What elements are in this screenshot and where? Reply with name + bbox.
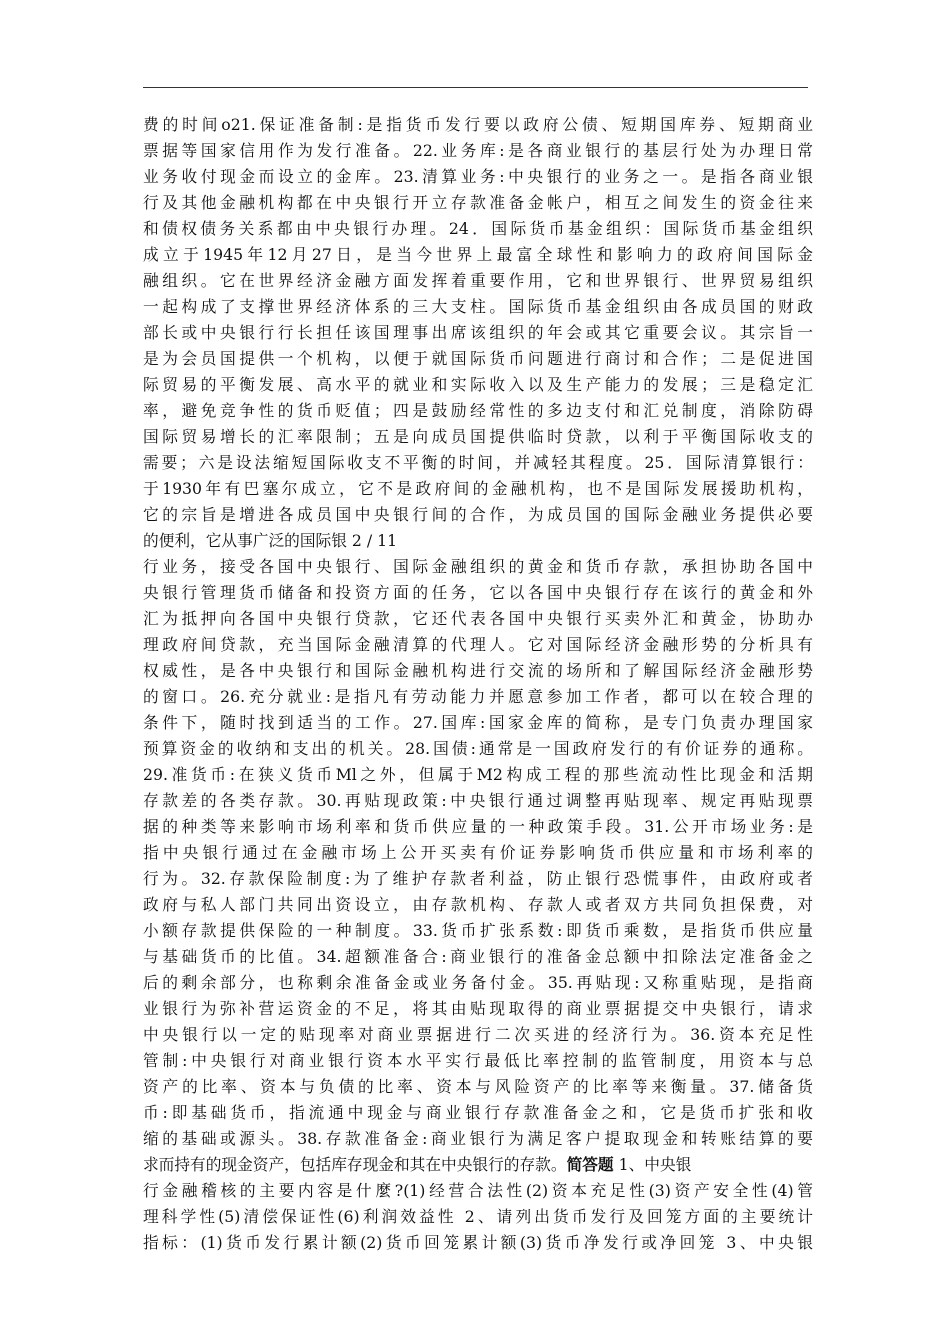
text-line: 缩的基础或源头。38.存款准备金:商业银行为满足客户提取现金和转账结算的要 — [143, 1129, 813, 1148]
text-line: 业务收付现金而设立的金库。23.清算业务:中央银行的业务之一。是指各商业银 — [143, 167, 813, 186]
text-line: 部长或中央银行行长担任该国理事出席该组织的年会或其它重要会议。其宗旨一 — [143, 323, 813, 342]
text-line: 业银行为弥补营运资金的不足，将其由贴现取得的商业票据提交中央银行，请求 — [143, 999, 813, 1018]
text-line: 的窗口。26.充分就业:是指凡有劳动能力并愿意参加工作者，都可以在较合理的 — [143, 687, 813, 706]
text-line: 际贸易的平衡发展、高水平的就业和实际收入以及生产能力的发展；三是稳定汇 — [143, 375, 813, 394]
text-line: 和债权债务关系都由中央银行办理。24．国际货币基金组织：国际货币基金组织 — [143, 219, 813, 238]
text-line: 中央银行以一定的贴现率对商业票据进行二次买进的经济行为。36.资本充足性 — [143, 1025, 813, 1044]
text-line: 行及其他金融机构都在中央银行开立存款准备金帐户，相互之间发生的资金往来 — [143, 193, 813, 212]
text-line: 指标：(1)货币发行累计额(2)货币回笼累计额(3)货币净发行或净回笼 3、中央银 — [143, 1233, 813, 1252]
text-line: 政府与私人部门共同出资设立，由存款机构、存款人或者双方共同负担保费，对 — [143, 895, 813, 914]
section-heading: 简答题 — [566, 1155, 614, 1174]
text-line: 存款差的各类存款。30.再贴现政策:中央银行通过调整再贴现率、规定再贴现票 — [143, 791, 813, 810]
text-line: 费的时间o21.保证准备制:是指货币发行要以政府公债、短期国库券、短期商业 — [143, 115, 813, 134]
text-line: 票据等国家信用作为发行准备。22.业务库:是各商业银行的基层行处为办理日常 — [143, 141, 813, 160]
text-segment: 求而持有的现金资产，包括库存现金和其在中央银行的存款。 — [143, 1155, 567, 1174]
document-body — [143, 112, 813, 1256]
text-line: 央银行管理货币储备和投资方面的任务，它以各国中央银行存在该行的黄金和外 — [143, 583, 813, 602]
text-line: 是为会员国提供一个机构，以便于就国际货币问题进行商讨和合作；二是促进国 — [143, 349, 813, 368]
text-line-page-number: 的便利，它从事广泛的国际银 2 / 11 — [143, 531, 398, 550]
text-line: 融组织。它在世界经济金融方面发挥着重要作用，它和世界银行、世界贸易组织 — [143, 271, 813, 290]
text-line: 它的宗旨是增进各成员国中央银行间的合作，为成员国的国际金融业务提供必要 — [143, 505, 813, 524]
text-line: 29.准货币:在狭义货币Ml之外，但属于M2构成工程的那些流动性比现金和活期 — [143, 765, 813, 784]
text-line: 理政府间贷款，充当国际金融清算的代理人。它对国际经济金融形势的分析具有 — [143, 635, 813, 654]
text-line: 小额存款提供保险的一种制度。33.货币扩张系数:即货币乘数，是指货币供应量 — [143, 921, 813, 940]
text-line: 后的剩余部分，也称剩余准备金或业务备付金。35.再贴现:又称重贴现，是指商 — [143, 973, 813, 992]
text-line: 预算资金的收纳和支出的机关。28.国债:通常是一国政府发行的有价证券的通称。 — [143, 739, 813, 758]
text-line: 国际贸易增长的汇率限制；五是向成员国提供临时贷款，以利于平衡国际收支的 — [143, 427, 813, 446]
text-line: 理科学性(5)清偿保证性(6)利润效益性 2、请列出货币发行及回笼方面的主要统计 — [143, 1207, 813, 1226]
text-line: 资产的比率、资本与负债的比率、资本与风险资产的比率等来衡量。37.储备货 — [143, 1077, 813, 1096]
text-line: 权威性，是各中央银行和国际金融机构进行交流的场所和了解国际经济金融形势 — [143, 661, 813, 680]
text-line: 与基础货币的比值。34.超额准备合:商业银行的准备金总额中扣除法定准备金之 — [143, 947, 813, 966]
text-line: 指中央银行通过在金融市场上公开买卖有价证券影响货币供应量和市场利率的 — [143, 843, 813, 862]
text-line: 管制:中央银行对商业银行资本水平实行最低比率控制的监管制度，用资本与总 — [143, 1051, 813, 1070]
text-line: 行金融稽核的主要内容是什麼?(1)经营合法性(2)资本充足性(3)资产安全性(4)管 — [143, 1181, 813, 1200]
text-segment: 1、中央银 — [613, 1155, 692, 1174]
text-line: 币:即基础货币，指流通中现金与商业银行存款准备金之和，它是货币扩张和收 — [143, 1103, 813, 1122]
text-line-with-heading — [143, 1152, 813, 1178]
text-line: 汇为抵押向各国中央银行贷款，它还代表各国中央银行买卖外汇和黄金，协助办 — [143, 609, 813, 628]
text-line: 行为。32.存款保险制度:为了维护存款者利益，防止银行恐慌事件，由政府或者 — [143, 869, 813, 888]
text-line: 行业务，接受各国中央银行、国际金融组织的黄金和货币存款，承担协助各国中 — [143, 557, 813, 576]
text-line: 成立于1945年12月27日，是当今世界上最富全球性和影响力的政府间国际金 — [143, 245, 813, 264]
text-line: 一起构成了支撑世界经济体系的三大支柱。国际货币基金组织由各成员国的财政 — [143, 297, 813, 316]
header-rule — [143, 87, 808, 88]
text-line: 于1930年有巴塞尔成立，它不是政府间的金融机构，也不是国际发展援助机构， — [143, 479, 813, 498]
text-line: 率，避免竞争性的货币贬值；四是鼓励经常性的多边支付和汇兑制度，消除防碍 — [143, 401, 813, 420]
text-line: 条件下，随时找到适当的工作。27.国库:国家金库的简称，是专门负责办理国家 — [143, 713, 813, 732]
text-line: 据的种类等来影响市场利率和货币供应量的一种政策手段。31.公开市场业务:是 — [143, 817, 813, 836]
text-line: 需要；六是设法缩短国际收支不平衡的时间，并减轻其程度。25．国际清算银行： — [143, 453, 813, 472]
